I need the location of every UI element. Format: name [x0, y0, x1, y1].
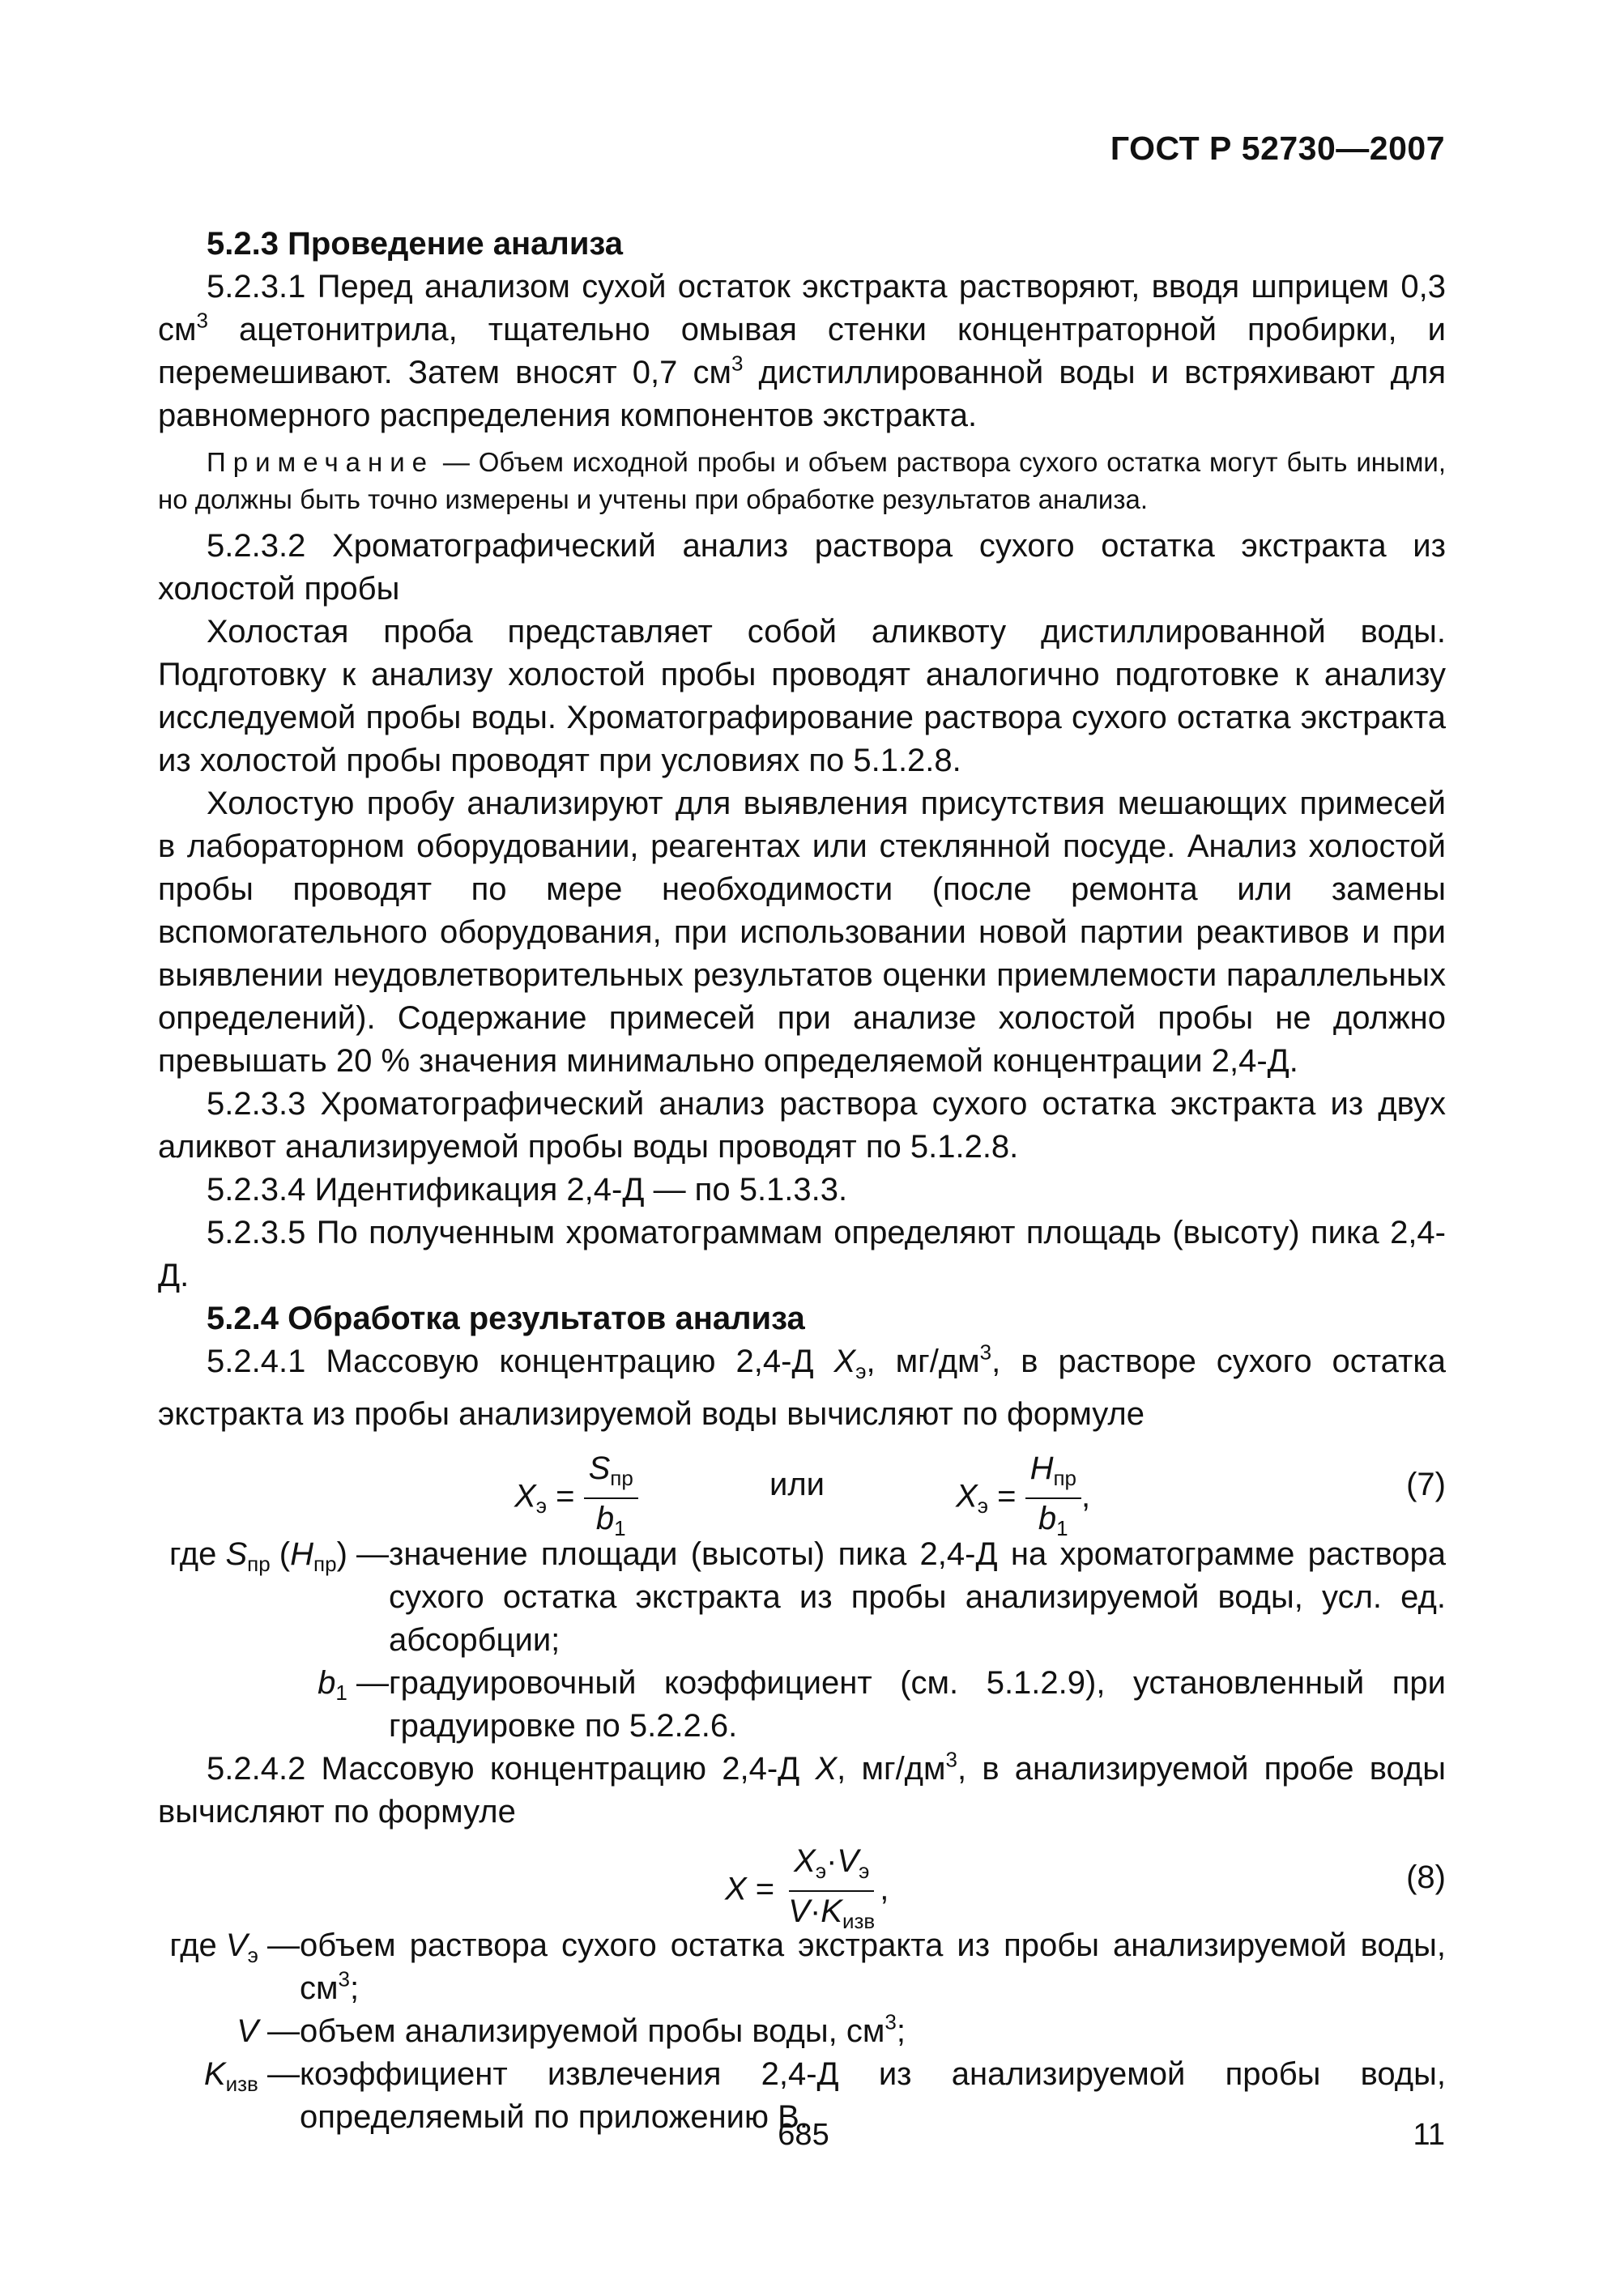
- where-term-k: $K_{изв}$ —: [203, 2055, 300, 2096]
- standard-header: ГОСТ Р 52730—2007: [1110, 130, 1445, 167]
- document-body: [158, 223, 1446, 2139]
- fraction-s-over-b1: $\frac{S_{пр}}{b_1}$: [584, 1449, 638, 1548]
- fraction-x-v-over-v-k: $\frac{X_э\cdot V_э}{V\cdot K_{изв}}$: [788, 1842, 876, 1933]
- formula-7-or: или: [769, 1466, 825, 1502]
- paragraph-5-2-4-1: 5.2.4.1 Массовую концентрацию 2,4-Д $X_э$, $мг/дм^3$, в растворе сухого остатка экстракта из пробы анализируемой воды вычисляют по формуле: [158, 1340, 1446, 1432]
- where-def-v-e: объем раствора сухого остатка экстракта из пробы анализируемой воды, $см^3$;: [300, 1927, 1446, 2006]
- paragraph-blank-analysis: Холостую пробу анализируют для выявления присутствия мешающих примесей в лабораторном оборудовании, реагентах или стеклянной посуде. Анализ холостой пробы проводят по мере необходимости (после ремонта или замены вспомогательного оборудования, при использовании новой партии реактивов и при выявлении неудовлетворительных результатов оценки приемлемости параллельных определений). Содержание примесей при анализе холостой пробы не должно превышать 20 % значения минимально определяемой концентрации 2,4-Д.: [158, 786, 1446, 1079]
- note: Примечание — Объем исходной пробы и объем раствора сухого остатка могут быть иными, но должны быть точно измерены и учтены при обработке результатов анализа.: [158, 447, 1446, 514]
- section-heading-5-2-3: 5.2.3 Проведение анализа: [207, 226, 624, 262]
- paragraph-5-2-3-3: 5.2.3.3 Хроматографический анализ раствора сухого остатка экстракта из двух аликвот анализируемой пробы воды проводят по 5.1.2.8.: [158, 1086, 1446, 1165]
- paragraph-5-2-3-5: 5.2.3.5 По полученным хроматограммам определяют площадь (высоту) пика 2,4-Д.: [158, 1215, 1446, 1293]
- paragraph-5-2-3-1: 5.2.3.1 Перед анализом сухой остаток экстракта растворяют, вводя шприцем 0,3 $см^3$ ацетонитрила, тщательно омывая стенки концентраторной пробирки, и перемешивают. Затем вносят 0,7 $см^3$ дистиллированной воды и встряхивают для равномерного распределения компонентов экстракта.: [158, 269, 1446, 433]
- section-heading-5-2-4: 5.2.4 Обработка результатов анализа: [207, 1301, 805, 1336]
- where-def-s: значение площади (высоты) пика 2,4-Д на хроматограмме раствора сухого остатка экстракта из пробы анализируемой воды, усл. ед. абсорбции;: [389, 1536, 1446, 1658]
- formula-8: [158, 1834, 1446, 1933]
- note-label: Примечание: [207, 447, 435, 477]
- paragraph-blank-sample: Холостая проба представляет собой аликвоту дистиллированной воды. Подготовку к анализу холостой пробы проводят аналогично подготовке к анализу исследуемой пробы воды. Хроматографирование раствора сухого остатка экстракта из холостой пробы проводят при условиях по 5.1.2.8.: [158, 614, 1446, 778]
- where-term-v-e: где $V_э$ —: [169, 1927, 300, 1967]
- where-term-s: где $S_{пр}$ $(H_{пр})$ —: [168, 1536, 389, 1576]
- where-list-8: [158, 1924, 1446, 2139]
- paragraph-5-2-4-2: 5.2.4.2 Массовую концентрацию 2,4-Д X, $мг/дм^3$, в анализируемой пробе воды вычисляют по формуле: [158, 1747, 1446, 1830]
- where-term-b1: $b_1$ —: [318, 1664, 389, 1705]
- equation-number-8: (8): [1406, 1859, 1446, 1895]
- formula-7: [158, 1436, 1446, 1540]
- paragraph-5-2-3-2: 5.2.3.2 Хроматографический анализ раствора сухого остатка экстракта из холостой пробы: [158, 528, 1446, 607]
- equation-number-7: (7): [1406, 1466, 1446, 1502]
- where-def-b1: градуировочный коэффициент (см. 5.1.2.9), установленный при градуировке по 5.2.2.6.: [389, 1664, 1446, 1744]
- where-def-v: объем анализируемой пробы воды, $см^3$;: [300, 2009, 906, 2049]
- formula-7-right: $X_э$ = $\frac{H_{пр}}{b_1}$ ,: [956, 1449, 1090, 1548]
- formula-8-body: X = $\frac{X_э\cdot V_э}{V\cdot K_{изв}}$ ,: [725, 1842, 889, 1940]
- where-def-k: коэффициент извлечения 2,4-Д из анализируемой пробы воды, определяемый по приложению В.: [300, 2055, 1446, 2135]
- page-number-right: 11: [1413, 2118, 1445, 2152]
- fraction-h-over-b1: $\frac{H_{пр}}{b_1}$: [1025, 1449, 1081, 1548]
- where-list-7: [158, 1533, 1446, 1748]
- paragraph-5-2-3-4: 5.2.3.4 Идентификация 2,4-Д — по 5.1.3.3.: [207, 1172, 848, 1208]
- where-term-v: V —: [237, 2013, 300, 2049]
- page-number-center: 685: [778, 2118, 829, 2152]
- formula-7-left: $X_э$ = $\frac{S_{пр}}{b_1}$: [514, 1449, 638, 1548]
